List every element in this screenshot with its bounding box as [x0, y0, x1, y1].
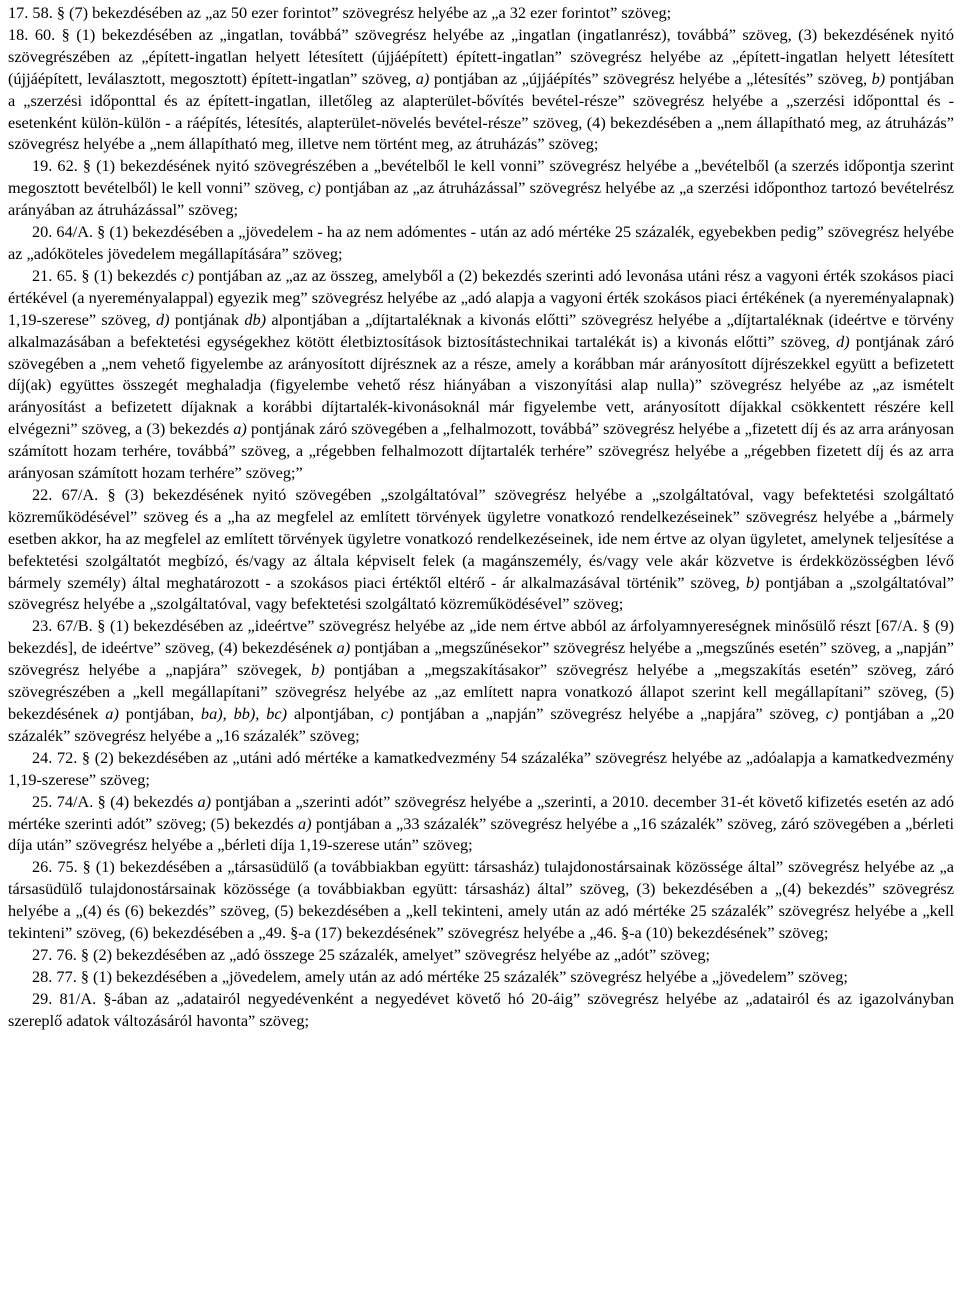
- point-reference: db): [244, 309, 267, 329]
- paragraph-text: 27. 76. § (2) bekezdésében az „adó összege 25 százalék, amelyet” szövegrész helyébe az „adót” szöveg;: [32, 944, 711, 964]
- point-reference: d): [156, 309, 170, 329]
- point-reference: b): [871, 68, 886, 88]
- amendment-paragraph-23: [8, 615, 954, 746]
- amendment-paragraph-22: [8, 484, 954, 615]
- paragraph-text: pontjában,: [118, 704, 201, 723]
- paragraph-text: pontjának záró szövegében a „felhalmozott, továbbá” szövegrész helyébe a „fizetett díj és az arra arányosan számított hozam terhére, továbbá” szöveg, a „régebben felhalmozott díjtartalék terhére” szövegrész helyébe a „régebben fizetett díj és az arra arányosan számított hozam terhére” szöveg;”: [8, 419, 955, 483]
- point-reference: a): [233, 419, 247, 439]
- paragraph-text: 20. 64/A. § (1) bekezdésében a „jövedelem - ha az nem adómentes - után az adó mértéke 25 százalék, egyebekben pedig” szövegrész helyébe az „adóköteles jövedelem megállapítására” szöveg;: [8, 222, 954, 263]
- paragraph-text: 26. 75. § (1) bekezdésében a „társasüdülő (a továbbiakban együtt: társasház) tulajdonostársainak közössége által” szövegrész helyébe az „a társasüdülő tulajdonostársainak közössége (a továbbiakban együtt: társasház) által” szöveg, (3) bekezdésében a „(4) bekezdés” szövegrész helyébe a „(4) és (6) bekezdés” szöveg, (5) bekezdésében a „kell tekinteni, amely után az adó mértéke 25 százalék” szövegrész helyébe a „kell tekinteni” szöveg, (6) bekezdésében a „49. §-a (17) bekezdésének” szövegrész helyébe a „46. §-a (10) bekezdésének” szöveg;: [8, 857, 954, 943]
- paragraph-text: pontjának záró szövegében a „nem vehető figyelembe az arányosított díjrésznek az a része, amely a korábban már arányosított díjrészekkel együtt a befizetett díj(ak) együttes összegét meghaladja (figyelembe vehető rész hiányában a viszonyítási alap nulla)” szövegrész helyébe az „az ismételt arányosítást a befizetett díjaknak a korábbi díjtartalék-kivonásoknál már figyelembe vett, arányosított díjakkal csökkentett részére kell elvégezni” szöveg, a (3) bekezdés: [8, 331, 955, 439]
- paragraph-text: pontjában az „újjáépítés” szövegrész helyébe a „létesítés” szöveg,: [429, 68, 872, 88]
- paragraph-text: pontjában a „szerinti adót” szövegrész helyébe a „szerinti, a 2010. december 31-ét követő kifizetés esetén az adó mértéke szerinti adót” szöveg; (5) bekezdés: [8, 791, 954, 833]
- paragraph-text: pontjában az „az átruházással” szövegrész helyébe az „a szerzési időponthoz tartozó bevételrész arányában az átruházással” szöveg;: [8, 178, 954, 220]
- paragraph-text: 23. 67/B. § (1) bekezdésében az „ideértve” szövegrész helyébe az „ide nem értve abból az árfolyamnyereségnek minősülő részt [67/A. § (9) bekezdés], de ideértve” szöveg, (4) bekezdésének: [8, 616, 954, 658]
- point-reference: a): [105, 704, 119, 723]
- point-reference: b): [745, 572, 760, 592]
- paragraph-text: pontjában a „20 százalék” szövegrész helyébe a „16 százalék” szöveg;: [8, 704, 955, 745]
- point-reference: c): [308, 178, 321, 198]
- paragraph-text: pontjában a „megszűnésekor” szövegrész helyébe a „megszűnés esetén” szöveg, a „napján” szövegrész helyébe a „napjára” szövegek,: [8, 638, 954, 680]
- amendment-paragraph-20: [8, 221, 954, 265]
- paragraph-text: 22. 67/A. § (3) bekezdésének nyitó szövegében „szolgáltatóval” szövegrész helyébe a „szolgáltatóval, vagy befektetési szolgáltató közreműködésével” szöveg és a „ha az megfelel az említett törvények ügyletre vonatkozó rendelkezéseinek” szövegrész helyébe a „bármely esetben akkor, ha az megfelel az említett törvények ügyletre vonatkozó rendelkezéseinek, ide nem értve az olyan ügyletet, amelynek teljesítése a befektetési szolgáltatót megbízó, és/vagy az általa képviselt felek (a magánszemély, és/vagy vele akár közvetve is érdekközösségben lévő bármely személy) által meghatározott - a szokásos piaci értéktől eltérő - ár alkalmazásával történik” szöveg,: [8, 484, 954, 592]
- paragraph-text: pontjában a „33 százalék” szövegrész helyébe a „16 százalék” szöveg, záró szövegében a „bérleti díja után” szövegrész helyébe a „bérleti díja 1,19-szerese után” szöveg;: [8, 813, 954, 855]
- point-reference: ba), bb), bc): [200, 704, 288, 723]
- point-reference: a): [298, 813, 312, 833]
- point-reference: c): [380, 704, 394, 723]
- point-reference: a): [197, 791, 212, 811]
- point-reference: d): [836, 331, 850, 351]
- paragraph-text: pontjában a „szolgáltatóval” szövegrész helyébe a „szolgáltatóval, vagy befektetési szolgáltató közreműködésével” szöveg;: [8, 572, 954, 614]
- point-reference: c): [181, 265, 194, 285]
- paragraph-text: pontjában a „szerzési időponttal és az épített-ingatlan, illetőleg az alapterület-bővítés bevétel-része” szövegrész helyébe a „szerzési időponttal és - esetenként külön-külön - a ráépítés, létesítés, alapterület-növelés bevétel-része” szöveg, (4) bekezdésében a „nem állapítható meg, az átruházás” szövegrész helyébe a „nem állapítható meg, illetve nem történt meg, az átruházás” szöveg;: [8, 68, 954, 154]
- amendment-paragraph-18: [8, 24, 954, 155]
- paragraph-text: 21. 65. § (1) bekezdés: [32, 265, 182, 285]
- amendment-paragraph-28: [8, 966, 954, 988]
- paragraph-text: alpontjában,: [287, 704, 381, 723]
- paragraph-text: pontjában az „az az összeg, amelyből a (2) bekezdés szerinti adó levonása utáni rész a vagyoni érték szokásos piaci értékével (a nyereményalappal) egyezik meg” szövegrész helyébe az „adó alapja a vagyoni érték szokásos piaci értékének (a nyereményalapnak) 1,19-szerese” szöveg,: [8, 265, 955, 329]
- paragraph-text: pontjának: [169, 309, 245, 329]
- paragraph-text: alpontjában a „díjtartaléknak a kivonás előtti” szövegrész helyébe a „díjtartaléknak (ideértve e törvény alkalmazásában a befektetési egységekhez kötött életbiztosítások biztosítástechnikai tartalékát is) a kivonás előtti” szöveg,: [8, 309, 955, 351]
- paragraph-text: 24. 72. § (2) bekezdésében az „utáni adó mértéke a kamatkedvezmény 54 százaléka” szövegrész helyébe az „adóalapja a kamatkedvezmény 1,19-szerese” szöveg;: [8, 747, 954, 789]
- paragraph-text: 19. 62. § (1) bekezdésének nyitó szövegrészében a „bevételből le kell vonni” szövegrész helyébe a „bevételből (a szerzés időpontja szerint megosztott bevételből) le kell vonni” szöveg,: [8, 156, 954, 198]
- paragraph-text: 29. 81/A. §-ában az „adatairól negyedévenként a negyedévet követő hó 20-áig” szövegrész helyébe az „adatairól és az igazolványban szereplő adatok változásáról havonta” szöveg;: [8, 988, 954, 1030]
- amendment-paragraph-19: [8, 155, 954, 221]
- amendment-paragraph-25: [8, 791, 954, 857]
- point-reference: c): [825, 704, 839, 723]
- point-reference: a): [336, 638, 351, 658]
- amendment-paragraph-29: [8, 988, 954, 1032]
- paragraph-text: pontjában a „napján” szövegrész helyébe a „napjára” szöveg,: [393, 704, 826, 723]
- amendment-paragraph-26: [8, 856, 954, 944]
- amendment-paragraph-21: [8, 265, 954, 484]
- paragraph-text: 28. 77. § (1) bekezdésében a „jövedelem, amely után az adó mértéke 25 százalék” szövegrész helyébe a „jövedelem” szöveg;: [32, 966, 848, 986]
- point-reference: a): [415, 68, 430, 88]
- amendment-paragraph-24: [8, 747, 954, 791]
- point-reference: b): [311, 660, 325, 680]
- paragraph-text: 25. 74/A. § (4) bekezdés: [32, 791, 198, 811]
- paragraph-text: 18. 60. § (1) bekezdésében az „ingatlan, továbbá” szövegrész helyébe az „ingatlan (ingatlanrész), továbbá” szöveg, (3) bekezdésének nyitó szövegrészében az „épített-ingatlan helyett létesített (újjáépített) épített-ingatlan” szövegrész helyébe az „épített-ingatlan helyett létesített (újjáépített, leválasztott, megosztott) épített-ingatlan” szöveg,: [8, 24, 954, 88]
- amendment-paragraph-17: [8, 2, 954, 24]
- paragraph-text: pontjában a „megszakításakor” szövegrész helyébe a „megszakítás esetén” szöveg, záró szövegrészében a „kell megállapítani” szövegrész helyébe az „az említett napra vonatkozó állapot szerint kell megállapítani” szöveg, (5) bekezdésének: [8, 660, 954, 723]
- amendment-paragraph-27: [8, 944, 954, 966]
- paragraph-text: 17. 58. § (7) bekezdésében az „az 50 ezer forintot” szövegrész helyébe az „a 32 ezer forintot” szöveg;: [8, 3, 672, 22]
